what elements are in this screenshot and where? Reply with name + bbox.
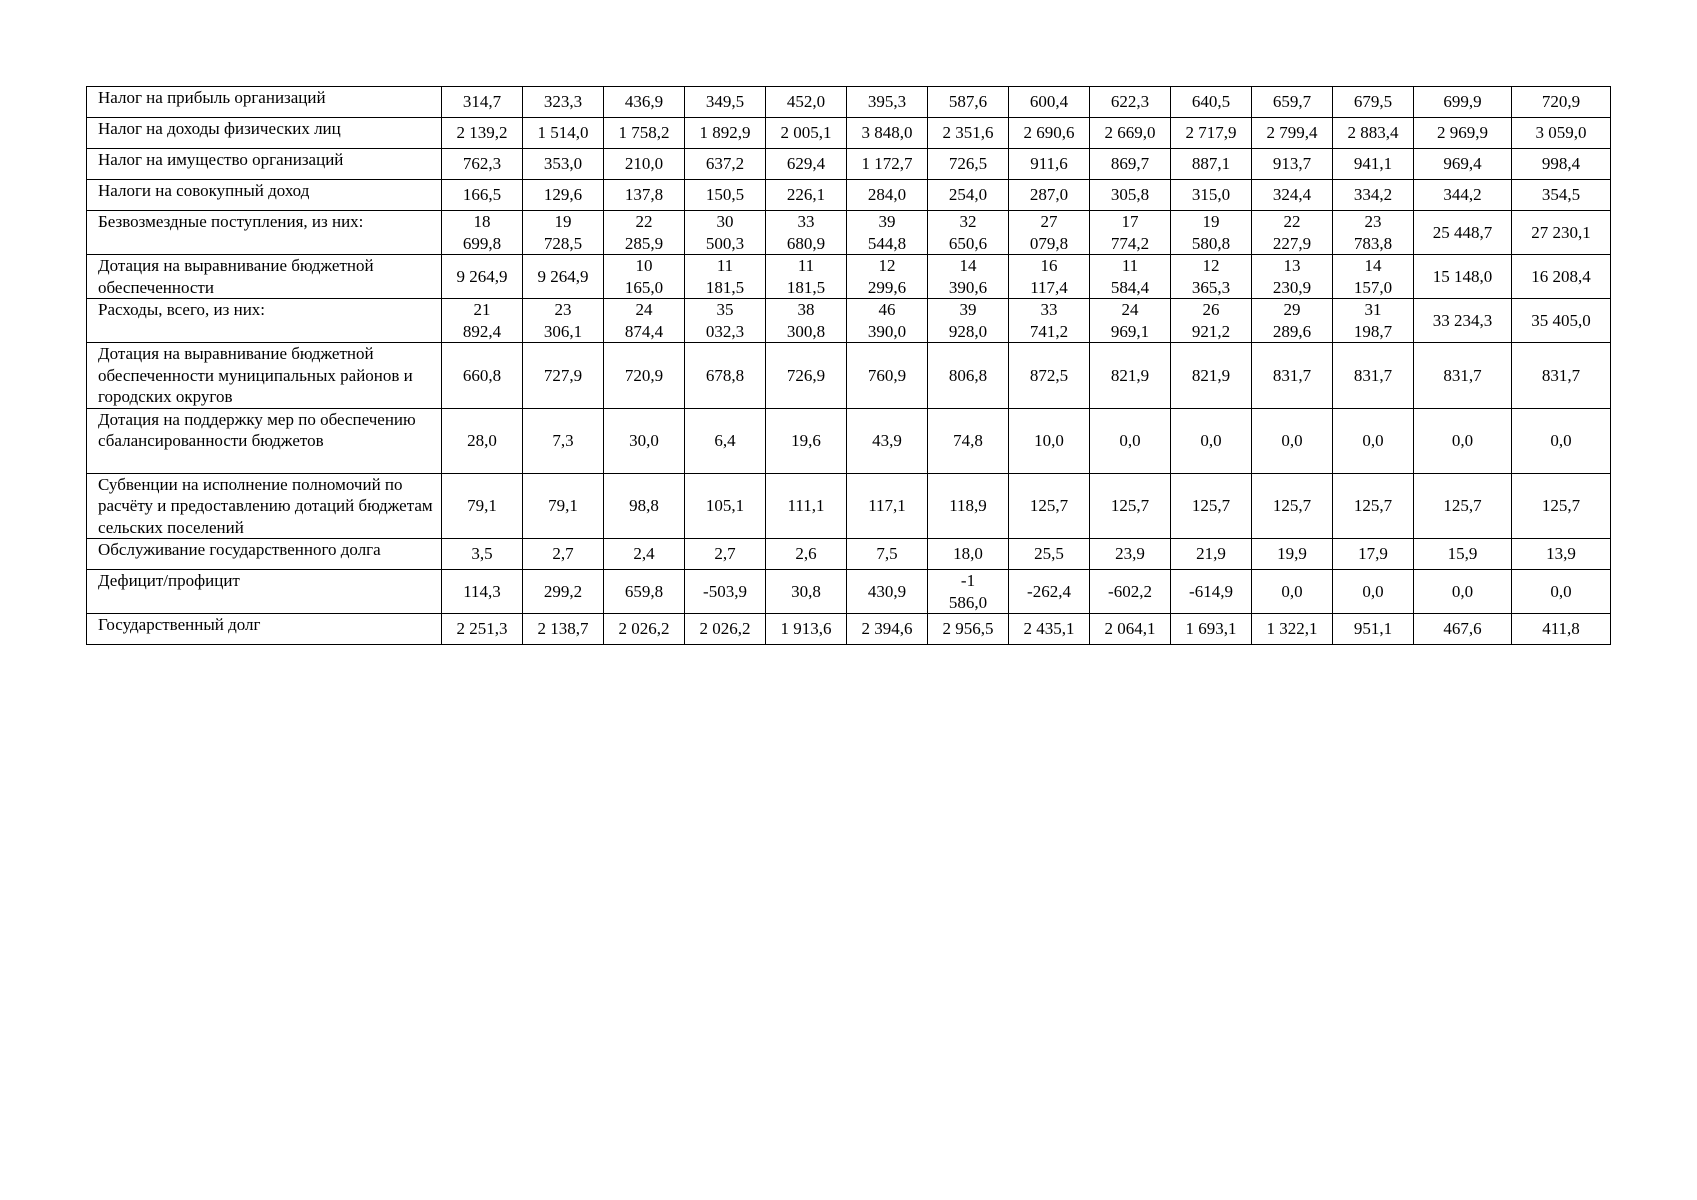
value-cell: 1 322,1 (1252, 614, 1333, 645)
value-cell: 831,7 (1512, 343, 1611, 409)
value-cell: 129,6 (523, 180, 604, 211)
value-cell: 2,4 (604, 539, 685, 570)
value-cell: 15,9 (1414, 539, 1512, 570)
value-cell: 720,9 (1512, 87, 1611, 118)
value-cell: 33 741,2 (1009, 299, 1090, 343)
value-cell: 699,9 (1414, 87, 1512, 118)
value-cell: 23 306,1 (523, 299, 604, 343)
value-cell: 2 669,0 (1090, 118, 1171, 149)
value-cell: 2 351,6 (928, 118, 1009, 149)
value-cell: 284,0 (847, 180, 928, 211)
value-cell: 2 690,6 (1009, 118, 1090, 149)
value-cell: 349,5 (685, 87, 766, 118)
row-label: Налоги на совокупный доход (87, 180, 442, 211)
value-cell: 0,0 (1512, 570, 1611, 614)
value-cell: 600,4 (1009, 87, 1090, 118)
value-cell: 660,8 (442, 343, 523, 409)
row-label: Дефицит/профицит (87, 570, 442, 614)
value-cell: 2,7 (523, 539, 604, 570)
value-cell: 0,0 (1414, 408, 1512, 473)
value-cell: 10,0 (1009, 408, 1090, 473)
value-cell: 2 394,6 (847, 614, 928, 645)
row-label: Дотация на выравнивание бюджетной обеспеченности муниципальных районов и городских округов (87, 343, 442, 409)
value-cell: 125,7 (1252, 473, 1333, 539)
value-cell: 998,4 (1512, 149, 1611, 180)
value-cell: 35 032,3 (685, 299, 766, 343)
value-cell: 951,1 (1333, 614, 1414, 645)
value-cell: 637,2 (685, 149, 766, 180)
value-cell: 210,0 (604, 149, 685, 180)
value-cell: 911,6 (1009, 149, 1090, 180)
value-cell: 25 448,7 (1414, 211, 1512, 255)
table-row (87, 539, 1611, 570)
value-cell: 17,9 (1333, 539, 1414, 570)
value-cell: 0,0 (1414, 570, 1512, 614)
value-cell: 13,9 (1512, 539, 1611, 570)
value-cell: 941,1 (1333, 149, 1414, 180)
value-cell: 30,8 (766, 570, 847, 614)
value-cell: 2 717,9 (1171, 118, 1252, 149)
value-cell: 16 117,4 (1009, 255, 1090, 299)
value-cell: 24 874,4 (604, 299, 685, 343)
value-cell: 125,7 (1009, 473, 1090, 539)
value-cell: -614,9 (1171, 570, 1252, 614)
value-cell: -602,2 (1090, 570, 1171, 614)
value-cell: 869,7 (1090, 149, 1171, 180)
value-cell: 19,6 (766, 408, 847, 473)
table-row (87, 180, 1611, 211)
value-cell: 354,5 (1512, 180, 1611, 211)
value-cell: 27 230,1 (1512, 211, 1611, 255)
value-cell: 2 251,3 (442, 614, 523, 645)
value-cell: 0,0 (1252, 570, 1333, 614)
value-cell: 315,0 (1171, 180, 1252, 211)
value-cell: -503,9 (685, 570, 766, 614)
value-cell: 23,9 (1090, 539, 1171, 570)
value-cell: 1 514,0 (523, 118, 604, 149)
value-cell: 831,7 (1333, 343, 1414, 409)
value-cell: 831,7 (1414, 343, 1512, 409)
value-cell: 1 758,2 (604, 118, 685, 149)
value-cell: 105,1 (685, 473, 766, 539)
value-cell: 640,5 (1171, 87, 1252, 118)
value-cell: 821,9 (1171, 343, 1252, 409)
value-cell: 22 285,9 (604, 211, 685, 255)
budget-table (86, 86, 1611, 645)
value-cell: 79,1 (442, 473, 523, 539)
value-cell: 344,2 (1414, 180, 1512, 211)
row-label: Безвозмездные поступления, из них: (87, 211, 442, 255)
value-cell: 762,3 (442, 149, 523, 180)
value-cell: 467,6 (1414, 614, 1512, 645)
value-cell: 23 783,8 (1333, 211, 1414, 255)
table-row (87, 211, 1611, 255)
value-cell: 11 181,5 (685, 255, 766, 299)
table-row (87, 87, 1611, 118)
value-cell: 166,5 (442, 180, 523, 211)
value-cell: 18,0 (928, 539, 1009, 570)
value-cell: 299,2 (523, 570, 604, 614)
value-cell: 872,5 (1009, 343, 1090, 409)
value-cell: 0,0 (1512, 408, 1611, 473)
value-cell: 39 544,8 (847, 211, 928, 255)
value-cell: 7,5 (847, 539, 928, 570)
value-cell: 727,9 (523, 343, 604, 409)
value-cell: 3 059,0 (1512, 118, 1611, 149)
value-cell: 969,4 (1414, 149, 1512, 180)
table-body (87, 87, 1611, 645)
value-cell: 74,8 (928, 408, 1009, 473)
value-cell: 118,9 (928, 473, 1009, 539)
value-cell: 19 580,8 (1171, 211, 1252, 255)
value-cell: 1 913,6 (766, 614, 847, 645)
value-cell: 2 956,5 (928, 614, 1009, 645)
value-cell: 659,8 (604, 570, 685, 614)
value-cell: 19 728,5 (523, 211, 604, 255)
value-cell: 353,0 (523, 149, 604, 180)
value-cell: 726,9 (766, 343, 847, 409)
value-cell: 26 921,2 (1171, 299, 1252, 343)
row-label: Налог на доходы физических лиц (87, 118, 442, 149)
value-cell: 21 892,4 (442, 299, 523, 343)
value-cell: 38 300,8 (766, 299, 847, 343)
value-cell: 659,7 (1252, 87, 1333, 118)
value-cell: 27 079,8 (1009, 211, 1090, 255)
value-cell: 125,7 (1333, 473, 1414, 539)
value-cell: 79,1 (523, 473, 604, 539)
value-cell: 3,5 (442, 539, 523, 570)
value-cell: 19,9 (1252, 539, 1333, 570)
value-cell: 14 157,0 (1333, 255, 1414, 299)
value-cell: 679,5 (1333, 87, 1414, 118)
value-cell: 1 892,9 (685, 118, 766, 149)
value-cell: 678,8 (685, 343, 766, 409)
value-cell: 629,4 (766, 149, 847, 180)
value-cell: 323,3 (523, 87, 604, 118)
row-label: Расходы, всего, из них: (87, 299, 442, 343)
value-cell: 395,3 (847, 87, 928, 118)
value-cell: 21,9 (1171, 539, 1252, 570)
row-label: Государственный долг (87, 614, 442, 645)
value-cell: 305,8 (1090, 180, 1171, 211)
value-cell: 7,3 (523, 408, 604, 473)
value-cell: 1 172,7 (847, 149, 928, 180)
value-cell: 287,0 (1009, 180, 1090, 211)
value-cell: 98,8 (604, 473, 685, 539)
value-cell: 12 299,6 (847, 255, 928, 299)
value-cell: 39 928,0 (928, 299, 1009, 343)
value-cell: 411,8 (1512, 614, 1611, 645)
value-cell: 2 883,4 (1333, 118, 1414, 149)
value-cell: 125,7 (1171, 473, 1252, 539)
value-cell: 17 774,2 (1090, 211, 1171, 255)
table-row (87, 255, 1611, 299)
value-cell: 125,7 (1512, 473, 1611, 539)
value-cell: 150,5 (685, 180, 766, 211)
value-cell: 0,0 (1252, 408, 1333, 473)
value-cell: 226,1 (766, 180, 847, 211)
value-cell: 726,5 (928, 149, 1009, 180)
value-cell: 2 969,9 (1414, 118, 1512, 149)
row-label: Дотация на поддержку мер по обеспечению сбалансированности бюджетов (87, 408, 442, 473)
value-cell: 324,4 (1252, 180, 1333, 211)
row-label: Субвенции на исполнение полномочий по расчёту и предоставлению дотаций бюджетам сельских поселений (87, 473, 442, 539)
table-row (87, 614, 1611, 645)
value-cell: -1 586,0 (928, 570, 1009, 614)
value-cell: 33 680,9 (766, 211, 847, 255)
value-cell: 18 699,8 (442, 211, 523, 255)
value-cell: 32 650,6 (928, 211, 1009, 255)
value-cell: 452,0 (766, 87, 847, 118)
value-cell: 111,1 (766, 473, 847, 539)
value-cell: 30,0 (604, 408, 685, 473)
value-cell: 125,7 (1414, 473, 1512, 539)
table-row (87, 149, 1611, 180)
row-label: Налог на имущество организаций (87, 149, 442, 180)
value-cell: 29 289,6 (1252, 299, 1333, 343)
value-cell: 2 026,2 (685, 614, 766, 645)
row-label: Дотация на выравнивание бюджетной обеспеченности (87, 255, 442, 299)
value-cell: 821,9 (1090, 343, 1171, 409)
value-cell: 6,4 (685, 408, 766, 473)
value-cell: 430,9 (847, 570, 928, 614)
value-cell: 28,0 (442, 408, 523, 473)
value-cell: 2,7 (685, 539, 766, 570)
value-cell: 254,0 (928, 180, 1009, 211)
value-cell: 806,8 (928, 343, 1009, 409)
value-cell: 3 848,0 (847, 118, 928, 149)
row-label: Обслуживание государственного долга (87, 539, 442, 570)
value-cell: 33 234,3 (1414, 299, 1512, 343)
value-cell: 114,3 (442, 570, 523, 614)
value-cell: 14 390,6 (928, 255, 1009, 299)
value-cell: 2 005,1 (766, 118, 847, 149)
value-cell: 43,9 (847, 408, 928, 473)
value-cell: 2 138,7 (523, 614, 604, 645)
value-cell: 9 264,9 (523, 255, 604, 299)
value-cell: 436,9 (604, 87, 685, 118)
value-cell: 2 435,1 (1009, 614, 1090, 645)
value-cell: 11 181,5 (766, 255, 847, 299)
value-cell: 2 064,1 (1090, 614, 1171, 645)
table-row (87, 408, 1611, 473)
value-cell: 35 405,0 (1512, 299, 1611, 343)
table-row (87, 570, 1611, 614)
value-cell: 22 227,9 (1252, 211, 1333, 255)
value-cell: 137,8 (604, 180, 685, 211)
value-cell: 2 026,2 (604, 614, 685, 645)
value-cell: 24 969,1 (1090, 299, 1171, 343)
value-cell: 887,1 (1171, 149, 1252, 180)
value-cell: 2,6 (766, 539, 847, 570)
value-cell: 30 500,3 (685, 211, 766, 255)
value-cell: 2 799,4 (1252, 118, 1333, 149)
value-cell: 913,7 (1252, 149, 1333, 180)
value-cell: 587,6 (928, 87, 1009, 118)
value-cell: 9 264,9 (442, 255, 523, 299)
value-cell: 0,0 (1333, 408, 1414, 473)
value-cell: 11 584,4 (1090, 255, 1171, 299)
value-cell: 16 208,4 (1512, 255, 1611, 299)
value-cell: 0,0 (1090, 408, 1171, 473)
value-cell: 15 148,0 (1414, 255, 1512, 299)
value-cell: -262,4 (1009, 570, 1090, 614)
value-cell: 25,5 (1009, 539, 1090, 570)
value-cell: 831,7 (1252, 343, 1333, 409)
value-cell: 12 365,3 (1171, 255, 1252, 299)
value-cell: 46 390,0 (847, 299, 928, 343)
value-cell: 2 139,2 (442, 118, 523, 149)
value-cell: 13 230,9 (1252, 255, 1333, 299)
value-cell: 720,9 (604, 343, 685, 409)
value-cell: 117,1 (847, 473, 928, 539)
value-cell: 0,0 (1171, 408, 1252, 473)
value-cell: 125,7 (1090, 473, 1171, 539)
table-row (87, 118, 1611, 149)
value-cell: 31 198,7 (1333, 299, 1414, 343)
value-cell: 334,2 (1333, 180, 1414, 211)
row-label: Налог на прибыль организаций (87, 87, 442, 118)
value-cell: 314,7 (442, 87, 523, 118)
table-row (87, 299, 1611, 343)
value-cell: 1 693,1 (1171, 614, 1252, 645)
table-row (87, 343, 1611, 409)
table-row (87, 473, 1611, 539)
value-cell: 10 165,0 (604, 255, 685, 299)
value-cell: 622,3 (1090, 87, 1171, 118)
value-cell: 760,9 (847, 343, 928, 409)
value-cell: 0,0 (1333, 570, 1414, 614)
